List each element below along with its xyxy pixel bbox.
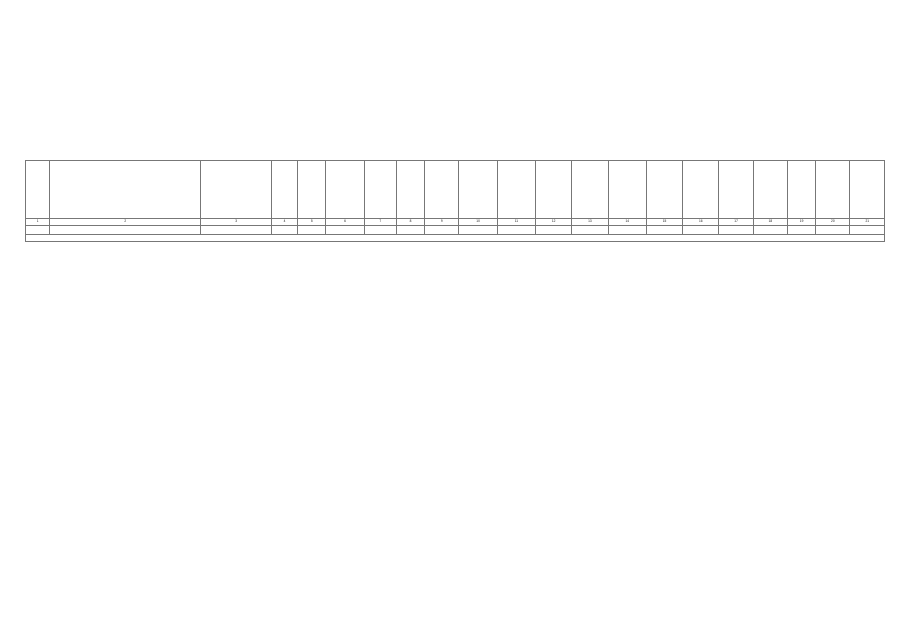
table-cell: 19 — [787, 219, 815, 226]
column-header — [536, 161, 572, 219]
table-cell: 11 — [497, 219, 535, 226]
title-line — [230, 143, 675, 148]
total-row — [26, 226, 885, 235]
table-cell — [364, 226, 396, 235]
table-cell: 4 — [271, 219, 297, 226]
column-header — [50, 161, 201, 219]
table-cell — [850, 226, 885, 235]
table-cell: 14 — [608, 219, 646, 226]
column-header — [364, 161, 396, 219]
table-cell — [719, 226, 753, 235]
table-cell: 17 — [719, 219, 753, 226]
index-row — [26, 219, 885, 226]
table-cell: 10 — [459, 219, 497, 226]
column-header — [425, 161, 459, 219]
table-cell: 5 — [298, 219, 326, 226]
column-header — [26, 161, 50, 219]
column-header — [298, 161, 326, 219]
document-title — [230, 133, 675, 148]
table-cell: 16 — [683, 219, 719, 226]
table-cell — [50, 226, 201, 235]
table-cell — [753, 226, 787, 235]
approval-line — [645, 90, 835, 95]
column-header — [608, 161, 646, 219]
table-cell — [816, 226, 850, 235]
table-cell: 13 — [572, 219, 608, 226]
approval-block — [645, 70, 835, 95]
table-header — [26, 161, 885, 219]
table-cell: 18 — [753, 219, 787, 226]
table-cell: 3 — [201, 219, 272, 226]
data-table — [25, 160, 885, 242]
column-header — [326, 161, 364, 219]
column-header — [646, 161, 682, 219]
column-header — [787, 161, 815, 219]
table-cell — [326, 226, 364, 235]
column-header — [683, 161, 719, 219]
column-header — [201, 161, 272, 219]
table-cell — [646, 226, 682, 235]
section-row — [26, 235, 885, 242]
table-cell — [298, 226, 326, 235]
column-header — [753, 161, 787, 219]
table-cell: 6 — [326, 219, 364, 226]
table-cell — [787, 226, 815, 235]
table-cell: 21 — [850, 219, 885, 226]
column-header — [572, 161, 608, 219]
table-cell: 7 — [364, 219, 396, 226]
table-cell — [536, 226, 572, 235]
table-cell: 9 — [425, 219, 459, 226]
column-header — [459, 161, 497, 219]
table-cell — [271, 226, 297, 235]
table-cell — [683, 226, 719, 235]
column-header — [497, 161, 535, 219]
column-header — [396, 161, 424, 219]
table-cell — [201, 226, 272, 235]
column-header — [719, 161, 753, 219]
table-cell — [459, 226, 497, 235]
table-cell: 15 — [646, 219, 682, 226]
column-header — [271, 161, 297, 219]
table-cell — [608, 226, 646, 235]
table-cell — [26, 226, 50, 235]
table-cell — [425, 226, 459, 235]
table-cell — [497, 226, 535, 235]
table-cell: 2 — [50, 219, 201, 226]
table-cell — [396, 226, 424, 235]
section-label — [26, 235, 885, 242]
table-cell: 20 — [816, 219, 850, 226]
table-cell: 8 — [396, 219, 424, 226]
table-cell: 1 — [26, 219, 50, 226]
table-cell: 12 — [536, 219, 572, 226]
column-header — [850, 161, 885, 219]
column-header — [816, 161, 850, 219]
table-cell — [572, 226, 608, 235]
